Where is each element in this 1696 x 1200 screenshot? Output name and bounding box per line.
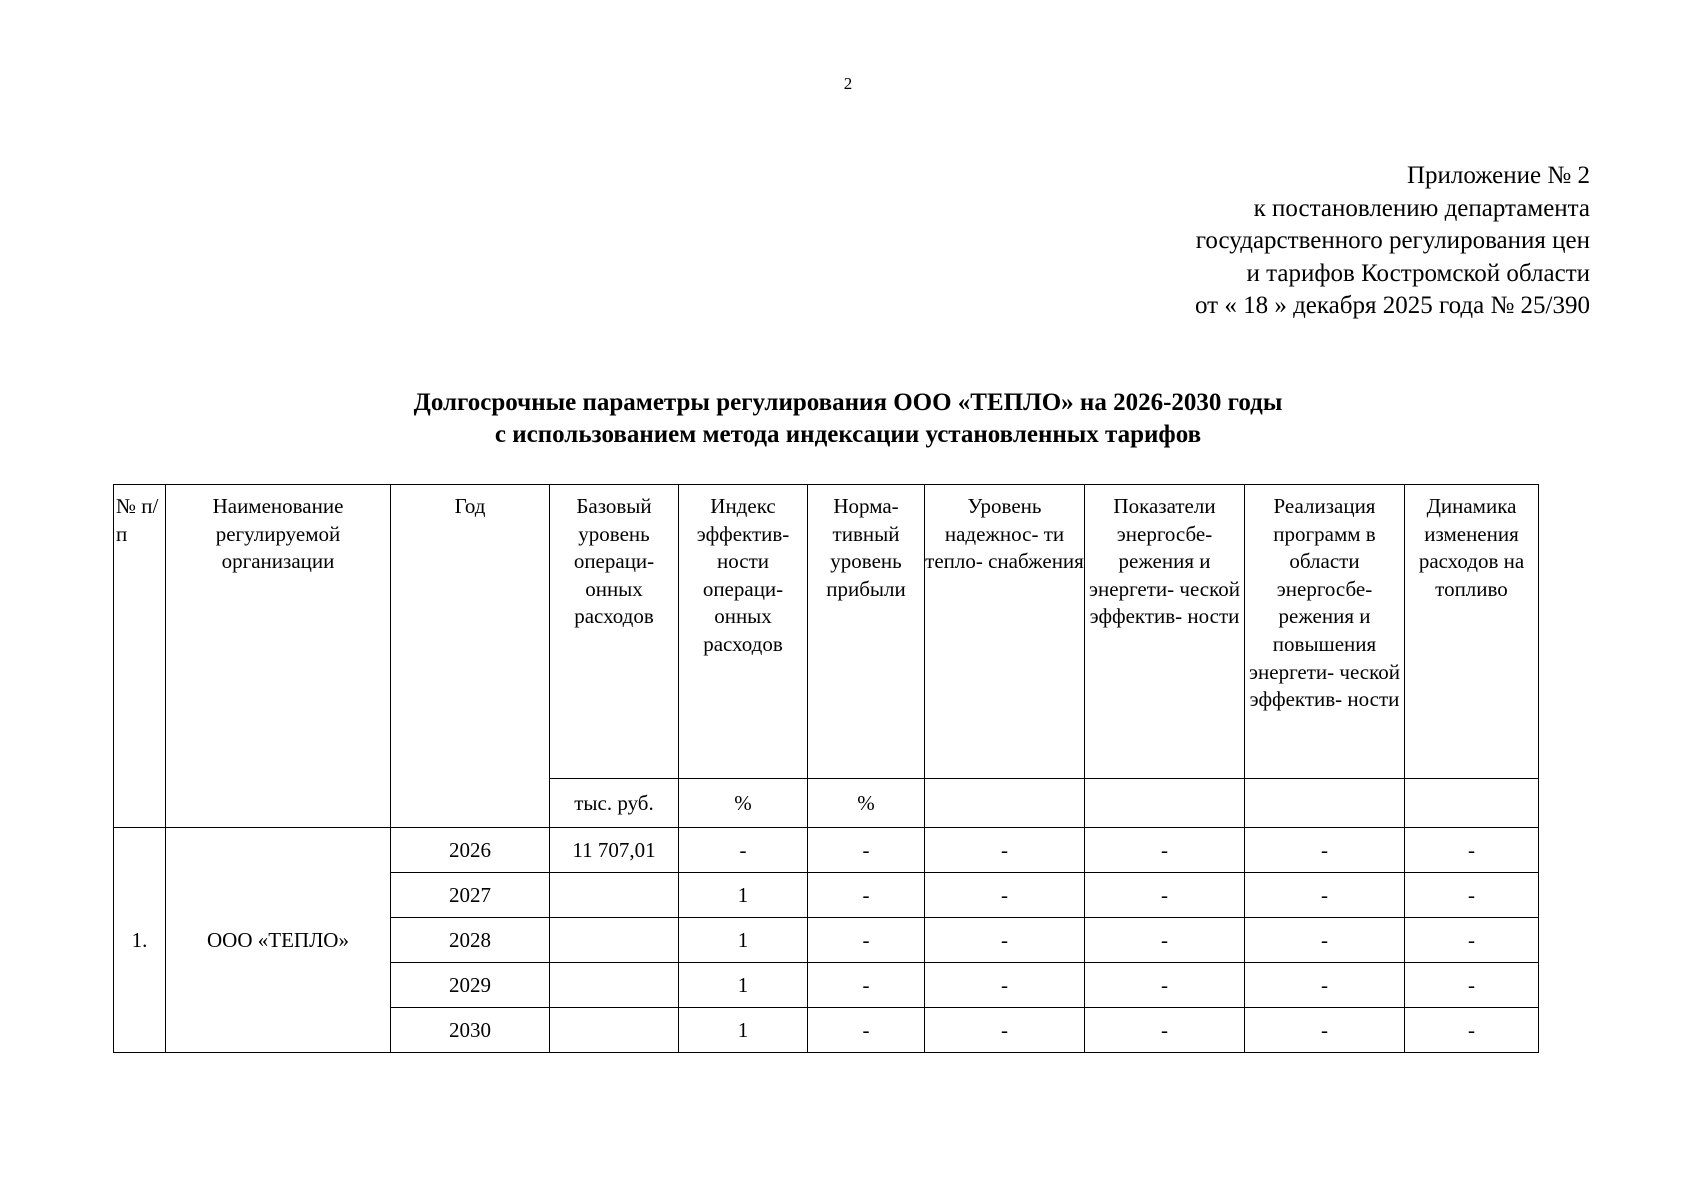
unit-empty <box>1085 779 1245 828</box>
cell-index: 1 <box>679 918 808 963</box>
cell-base <box>550 1008 679 1053</box>
cell-fuel: - <box>1405 1008 1539 1053</box>
annex-line: государственного регулирования цен <box>1195 227 1590 254</box>
cell-reliability: - <box>925 873 1085 918</box>
cell-year: 2027 <box>391 873 550 918</box>
cell-profit: - <box>808 963 925 1008</box>
header-energy-indicators: Показатели энергосбе- режения и энергети- ческой эффектив- ности <box>1085 485 1245 779</box>
cell-fuel: - <box>1405 828 1539 873</box>
unit-empty <box>925 779 1085 828</box>
cell-index: 1 <box>679 873 808 918</box>
annex-line: и тарифов Костромской области <box>1246 259 1590 287</box>
cell-fuel: - <box>1405 873 1539 918</box>
cell-reliability: - <box>925 828 1085 873</box>
document-title <box>0 387 1696 451</box>
cell-energy: - <box>1085 828 1245 873</box>
cell-reliability: - <box>925 963 1085 1008</box>
header-reliability: Уровень надежнос- ти тепло- снабжения <box>925 485 1085 779</box>
cell-programs: - <box>1245 828 1405 873</box>
cell-energy: - <box>1085 873 1245 918</box>
unit-profit: % <box>808 779 925 828</box>
header-organization: Наименование регулируемой организации <box>166 485 391 828</box>
cell-year: 2029 <box>391 963 550 1008</box>
cell-base <box>550 963 679 1008</box>
cell-base <box>550 918 679 963</box>
cell-base <box>550 873 679 918</box>
cell-fuel: - <box>1405 963 1539 1008</box>
title-line: с использованием метода индексации установленных тарифов <box>494 421 1202 448</box>
header-efficiency-index: Индекс эффектив- ности операци- онных расходов <box>679 485 808 779</box>
unit-empty <box>1245 779 1405 828</box>
cell-fuel: - <box>1405 918 1539 963</box>
header-programs: Реализация программ в области энергосбе- режения и повышения энергети- ческой эффектив- ности <box>1245 485 1405 779</box>
header-profit-level: Норма- тивный уровень прибыли <box>808 485 925 779</box>
unit-empty <box>1405 779 1539 828</box>
cell-profit: - <box>808 873 925 918</box>
cell-energy: - <box>1085 1008 1245 1053</box>
cell-programs: - <box>1245 1008 1405 1053</box>
header-base-opex: Базовый уровень операци- онных расходов <box>550 485 679 779</box>
cell-profit: - <box>808 828 925 873</box>
title-line: Долгосрочные параметры регулирования ООО «ТЕПЛО» на 2026-2030 годы <box>413 389 1283 416</box>
cell-year: 2026 <box>391 828 550 873</box>
cell-index: 1 <box>679 1008 808 1053</box>
annex-block <box>1195 160 1590 323</box>
cell-energy: - <box>1085 963 1245 1008</box>
cell-year: 2028 <box>391 918 550 963</box>
unit-index: % <box>679 779 808 828</box>
cell-programs: - <box>1245 873 1405 918</box>
unit-base: тыс. руб. <box>550 779 679 828</box>
annex-line: от « 18 » декабря 2025 года № 25/390 <box>1194 292 1590 319</box>
row-number: 1. <box>114 828 166 1053</box>
cell-programs: - <box>1245 918 1405 963</box>
page-number: 2 <box>843 74 853 93</box>
annex-line: Приложение № 2 <box>1406 162 1590 189</box>
cell-programs: - <box>1245 963 1405 1008</box>
parameters-table <box>113 484 1539 1053</box>
cell-reliability: - <box>925 1008 1085 1053</box>
organization-name: ООО «ТЕПЛО» <box>166 828 391 1053</box>
cell-year: 2030 <box>391 1008 550 1053</box>
cell-base: 11 707,01 <box>550 828 679 873</box>
cell-profit: - <box>808 1008 925 1053</box>
cell-profit: - <box>808 918 925 963</box>
header-fuel-dynamics: Динамика изменения расходов на топливо <box>1405 485 1539 779</box>
cell-energy: - <box>1085 918 1245 963</box>
table-row <box>114 828 1539 873</box>
header-num: № п/п <box>114 485 166 828</box>
cell-reliability: - <box>925 918 1085 963</box>
cell-index: - <box>679 828 808 873</box>
header-year: Год <box>391 485 550 828</box>
annex-line: к постановлению департамента <box>1253 194 1590 222</box>
header-row <box>114 485 1539 779</box>
cell-index: 1 <box>679 963 808 1008</box>
